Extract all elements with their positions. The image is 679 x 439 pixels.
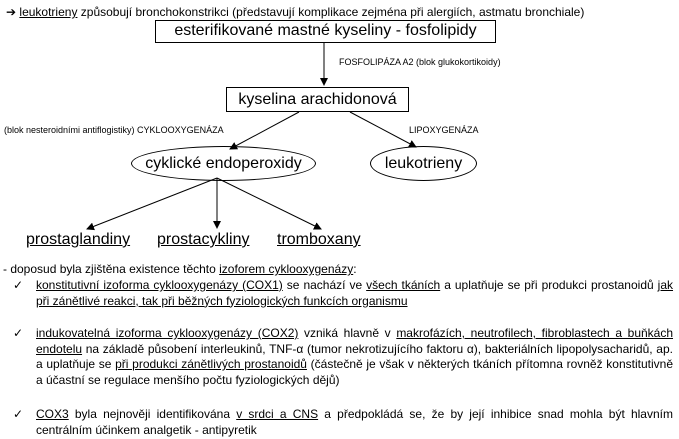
cox1-term: konstitutivní izoforma cyklooxygenázy (COX1) xyxy=(36,278,283,292)
arachidonic-acid-box: kyselina arachidonová xyxy=(226,87,409,112)
right-arrow-icon: ➔ xyxy=(6,5,17,19)
cox1-text-2: a uplatňuje se při produkci prostanoidů xyxy=(440,278,658,292)
prostaglandins-label: prostaglandiny xyxy=(26,231,131,248)
cox2-term: indukovatelná izoforma cyklooxygenázy (COX2) xyxy=(36,326,299,340)
isoforms-intro xyxy=(3,262,357,277)
prostacyclins-label: prostacykliny xyxy=(157,231,250,248)
cox3-paragraph xyxy=(36,407,673,438)
cox2-text-3: (částečně je však v některých tkáních přítomna rovněž konstitutivně a účastní se regulace menšího počtu fyziologických dějů) xyxy=(36,357,673,387)
cox2-cells: makrofázích, neutrofilech, fibroblastech a buňkách endotelu xyxy=(36,326,674,356)
cox1-paragraph xyxy=(36,278,673,309)
fatty-acids-box: esterifikované mastné kyseliny - fosfolipidy xyxy=(155,20,496,43)
checkmark-icon: ✓ xyxy=(13,278,24,292)
phospholipase-label: FOSFOLIPÁZA A2 (blok glukokortikoidy) xyxy=(339,57,501,67)
intro-text: způsobují bronchokonstrikci (představují komplikace zejména při alergiích, astmatu bronchiale) xyxy=(77,5,585,19)
isoforms-intro-text: - doposud byla zjištěna existence těchto xyxy=(3,262,220,276)
cox3-text-1: byla nejnověji identifikována xyxy=(68,407,237,421)
isoforms-link-text: izoforem cyklooxygenázy xyxy=(219,262,354,276)
cyclooxygenase-label: (blok nesteroidními antiflogistiky) CYKLOOXYGENÁZA xyxy=(4,125,224,135)
cox3-term: COX3 xyxy=(36,407,69,421)
endoperoxides-ellipse: cyklické endoperoxidy xyxy=(131,146,316,181)
intro-leukotrieny: leukotrieny xyxy=(19,5,78,19)
cox1-tissues: všech tkáních xyxy=(366,278,441,292)
cox2-function: při produkci zánětlivých prostanoidů xyxy=(115,357,307,371)
checkmark-icon: ✓ xyxy=(13,407,24,421)
cox2-paragraph xyxy=(36,326,673,388)
checkmark-icon: ✓ xyxy=(13,326,24,340)
cox3-text-2: a předpokládá se, že by její inhibice snad mohla být hlavním centrálním účinkem analgetik - antipyretik xyxy=(36,407,673,437)
cox1-function: jak při zánětlivé reakci, tak při běžných fyziologických funkcích organismu xyxy=(36,278,674,308)
arrow-to-leukotrienes xyxy=(350,112,416,147)
isoforms-intro-colon: : xyxy=(353,262,357,276)
arrow-to-thromboxanes xyxy=(217,178,321,229)
arrow-to-prostaglandins xyxy=(87,178,217,229)
cox2-text-1: vzniká hlavně v xyxy=(298,326,397,340)
thromboxanes-label: tromboxany xyxy=(277,231,361,248)
cox1-text-1: se nachází ve xyxy=(282,278,367,292)
leukotrienes-ellipse: leukotrieny xyxy=(370,146,477,181)
cox2-text-2: na základě působení interleukinů, TNF-α (tumor nekrotizujícího faktoru α), bakteriálních lipopolysacharidů, ap. a uplatňuje se xyxy=(36,341,673,371)
arrow-to-endoperoxides xyxy=(230,112,299,149)
lipoxygenase-label: LIPOXYGENÁZA xyxy=(409,125,479,135)
cox3-location: v srdci a CNS xyxy=(236,407,319,421)
